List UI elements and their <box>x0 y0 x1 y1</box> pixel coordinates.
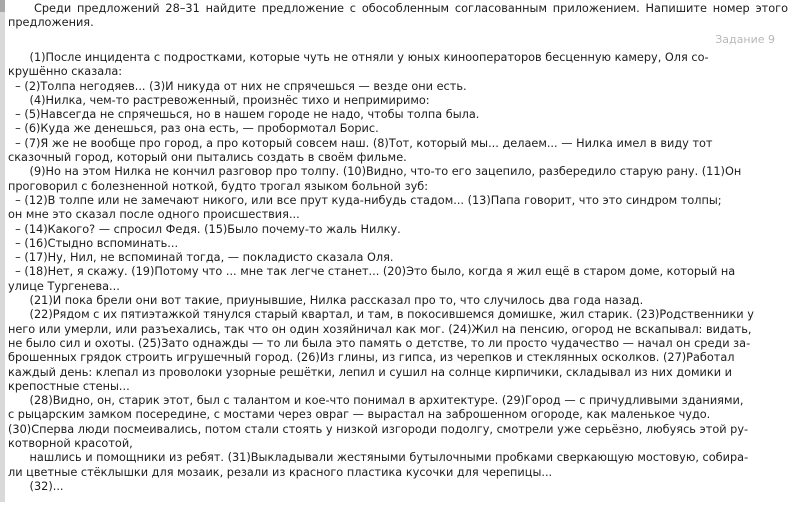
text-line: с рыцарским замком посередине, с мостами через овраг — вырастал на заброшенном огороде, как маленькое чудо. <box>8 408 711 422</box>
text-line: него или умерли, или разъехались, так что он один хозяйничал как мог. (24)Жил на пенсию, огород не вскапывал: видать, <box>8 322 752 336</box>
text-line: – (5)Навсегда не спрячешься, но в нашем городе не надо, чтобы толпа была. <box>8 108 480 122</box>
text-line: (21)И пока брели они вот такие, приунывшие, Нилка рассказал про то, что случилось два года назад. <box>8 294 644 308</box>
reading-text <box>8 51 780 494</box>
text-line: (4)Нилка, чем-то растревоженный, произнёс тихо и непримиримо: <box>8 93 430 107</box>
scrollbar-thumb[interactable] <box>0 0 5 12</box>
text-line: котворной красотой, <box>8 437 133 451</box>
text-line: – (18)Нет, я скажу. (19)Потому что ... мне так легче станет... (20)Это было, когда я жил ещё в старом доме, который на <box>8 265 736 279</box>
text-line: брошенных грядок строить игрушечный город. (26)Из глины, из гипса, из черепков и стеклянных осколков. (27)Работал <box>8 351 735 365</box>
text-line: не было сил и охоты. (25)Зато однажды — то ли была это память о детстве, то ли просто чудачество — начал он среди за- <box>8 336 751 350</box>
vertical-scrollbar[interactable] <box>0 0 5 505</box>
text-line: (22)Рядом с их пятиэтажкой тянулся старый квартал, и там, в покосившемся домишке, жил старик. (23)Родственники у <box>8 308 754 322</box>
text-line: сказочный город, который они пытались создать в своём фильме. <box>8 151 407 165</box>
text-line: – (2)Толпа негодяев... (3)И никуда от них не спрячешься — везде они есть. <box>8 79 467 93</box>
text-line: (28)Видно, он, старик этот, был с талантом и кое-что понимал в архитектуре. (29)Город — с причудливыми зданиями, <box>8 394 744 408</box>
text-line: – (7)Я же не вообще про город, а про который совсем наш. (8)Тот, который мы... делаем... — Нилка имел в виду тот <box>8 136 713 150</box>
text-line: крушённо сказала: <box>8 65 123 79</box>
text-line: он мне это сказал после одного происшествия... <box>8 208 300 222</box>
text-line: (9)Но на этом Нилка не кончил разговор про толпу. (10)Видно, что-то его зацепило, разбередило старую рану. (11)Он <box>8 165 742 179</box>
text-line: (1)После инцидента с подростками, которые чуть не отняли у юных кинооператоров бесценную камеру, Оля со- <box>8 51 709 64</box>
text-line: каждый день: клепал из проволоки узорные решётки, лепил и сушил на солнце кирпичики, складывал из них домики и <box>8 365 732 379</box>
text-line: нашлись и помощники из ребят. (31)Выкладывали жестяными бутылочными пробками сверкающую мостовую, собира- <box>8 451 749 465</box>
text-line: – (6)Куда же денешься, раз она есть, — пробормотал Борис. <box>8 122 379 136</box>
task-number-label: Задание 9 <box>715 33 775 46</box>
text-line: ли цветные стёклышки для мозаик, резали из красного пластика кусочки для черепицы... <box>8 465 553 479</box>
text-line: (32)... <box>8 479 64 493</box>
text-line: – (12)В толпе или не замечают никого, или все прут куда-нибудь стадом... (13)Папа говорит, что это синдром толпы; <box>8 193 722 207</box>
text-line: (30)Сперва люди посмеивались, потом стали стоять у низкой изгороди подолгу, смотрели уже серьёзно, любуясь этой ру- <box>8 422 749 436</box>
text-line: крепостные стены... <box>8 379 130 393</box>
text-line: – (16)Стыдно вспоминать... <box>8 236 179 250</box>
text-line: – (14)Какого? — спросил Федя. (15)Было почему-то жаль Нилку. <box>8 222 401 236</box>
text-line: улице Тургенева... <box>8 279 120 293</box>
text-line: проговорил с болезненной ноткой, будто трогал языком больной зуб: <box>8 179 429 193</box>
question-text: Среди предложений 28–31 найдите предложение с обособленным согласованным приложением. Напишите номер этого предложения. <box>8 2 788 29</box>
text-line: – (17)Ну, Нил, не вспоминай тогда, — покладисто сказала Оля. <box>8 251 394 265</box>
